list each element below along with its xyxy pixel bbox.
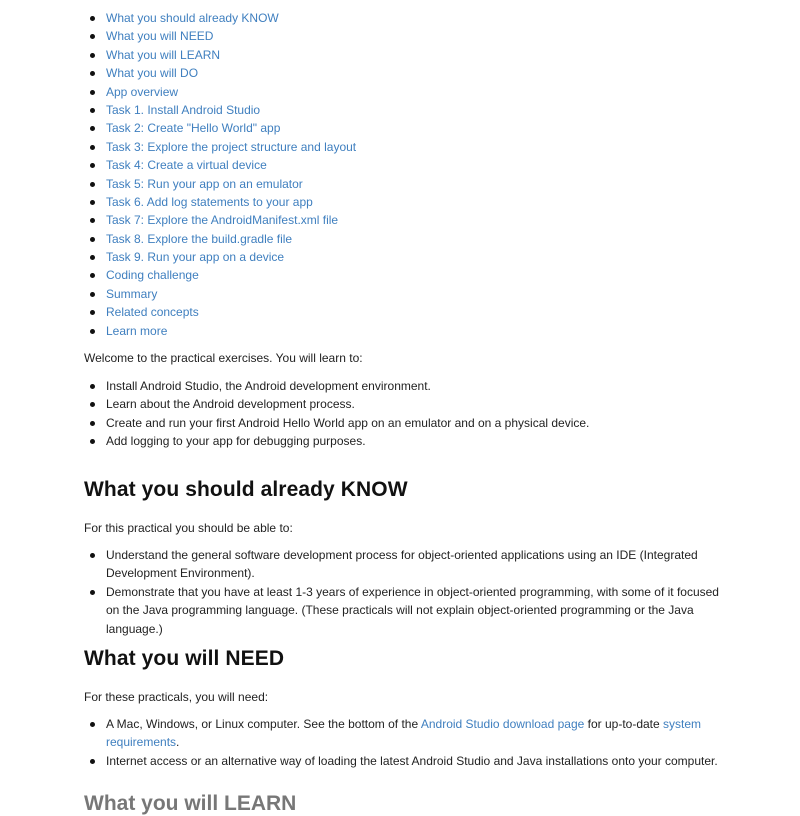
bullet-icon xyxy=(90,759,95,764)
know-heading: What you should already KNOW xyxy=(84,478,408,501)
learn-heading: What you will LEARN xyxy=(84,792,297,815)
toc-link[interactable]: Learn more xyxy=(106,323,168,338)
bullet-icon xyxy=(90,402,95,407)
list-item-text: Understand the general software development process for object-oriented applications using an IDE (Integrated Development Environment). xyxy=(106,548,698,581)
bullet-icon xyxy=(90,237,95,242)
list-item xyxy=(84,432,724,450)
list-item-text: Install Android Studio, the Android development environment. xyxy=(106,379,431,393)
toc-link[interactable]: What you will LEARN xyxy=(106,47,221,62)
toc-item[interactable] xyxy=(84,193,356,211)
toc-item[interactable] xyxy=(84,266,356,284)
list-item-text: . xyxy=(176,735,180,750)
bullet-icon xyxy=(90,90,95,95)
bullet-icon xyxy=(90,384,95,389)
bullet-icon xyxy=(90,553,95,558)
bullet-icon xyxy=(90,182,95,187)
toc-item[interactable] xyxy=(84,101,356,119)
toc-item[interactable] xyxy=(84,27,356,45)
toc-item[interactable] xyxy=(84,322,356,340)
need-list xyxy=(84,715,724,770)
list-item xyxy=(84,583,724,638)
list-item-text: for up-to-date xyxy=(584,717,664,731)
toc-item[interactable] xyxy=(84,230,356,248)
toc-link[interactable]: Task 9. Run your app on a device xyxy=(106,250,285,265)
bullet-icon xyxy=(90,200,95,205)
next-heading-cropped xyxy=(84,792,304,815)
toc-link[interactable]: Task 4: Create a virtual device xyxy=(106,158,267,173)
toc-item[interactable] xyxy=(84,303,356,321)
list-item-text: A Mac, Windows, or Linux computer. See the bottom of the xyxy=(106,717,421,731)
android-studio-download-link[interactable]: Android Studio download page xyxy=(420,717,585,731)
toc-item[interactable] xyxy=(84,119,356,137)
toc-link[interactable]: Task 1. Install Android Studio xyxy=(106,102,261,117)
list-item xyxy=(84,377,724,395)
list-item-text: Internet access or an alternative way of loading the latest Android Studio and Java installations onto your computer. xyxy=(106,753,718,768)
system-requirements-link[interactable]: system requirements xyxy=(106,717,702,750)
bullet-icon xyxy=(90,292,95,297)
toc-item[interactable] xyxy=(84,46,356,64)
bullet-icon xyxy=(90,255,95,260)
bullet-icon xyxy=(90,16,95,21)
toc-link[interactable]: Coding challenge xyxy=(106,268,199,283)
toc-link[interactable]: Task 8. Explore the build.gradle file xyxy=(106,231,293,246)
bullet-icon xyxy=(90,218,95,223)
bullet-icon xyxy=(90,590,95,595)
list-item-text: Learn about the Android development process. xyxy=(106,397,355,412)
list-item xyxy=(84,414,724,432)
bullet-icon xyxy=(90,71,95,76)
list-item-text: Create and run your first Android Hello World app on an emulator and on a physical device. xyxy=(106,415,590,430)
toc-link[interactable]: Task 2: Create "Hello World" app xyxy=(106,121,281,136)
know-list xyxy=(84,546,724,638)
table-of-contents xyxy=(84,9,356,340)
bullet-icon xyxy=(90,163,95,168)
list-item xyxy=(84,715,724,752)
list-item xyxy=(84,546,724,583)
toc-link[interactable]: Summary xyxy=(106,286,158,301)
toc-item[interactable] xyxy=(84,285,356,303)
toc-item[interactable] xyxy=(84,248,356,266)
toc-item[interactable] xyxy=(84,83,356,101)
list-item-text: Demonstrate that you have at least 1-3 years of experience in object-oriented programming, with some of it focused on the Java programming language. (These practicals will not explain object-oriented programming or the Java language.) xyxy=(106,584,719,636)
bullet-icon xyxy=(90,329,95,334)
bullet-icon xyxy=(90,439,95,444)
toc-link[interactable]: App overview xyxy=(106,84,179,99)
bullet-icon xyxy=(90,34,95,39)
toc-link[interactable]: Task 3: Explore the project structure and layout xyxy=(106,139,357,154)
toc-link[interactable]: What you will DO xyxy=(106,66,199,81)
bullet-icon xyxy=(90,273,95,278)
toc-link[interactable]: Task 6. Add log statements to your app xyxy=(106,194,313,209)
list-item xyxy=(84,395,724,413)
toc-item[interactable] xyxy=(84,9,356,27)
toc-item[interactable] xyxy=(84,211,356,229)
need-heading: What you will NEED xyxy=(84,647,285,670)
toc-item[interactable] xyxy=(84,64,356,82)
toc-link[interactable]: What you will NEED xyxy=(106,29,214,44)
bullet-icon xyxy=(90,722,95,727)
list-item-text: Add logging to your app for debugging purposes. xyxy=(106,434,366,449)
bullet-icon xyxy=(90,126,95,131)
bullet-icon xyxy=(90,310,95,315)
toc-link[interactable]: Task 5: Run your app on an emulator xyxy=(106,176,303,191)
bullet-icon xyxy=(90,53,95,58)
know-intro: For this practical you should be able to: xyxy=(84,521,293,535)
need-intro: For these practicals, you will need: xyxy=(84,690,269,704)
intro-paragraph: Welcome to the practical exercises. You will learn to: xyxy=(84,351,363,365)
toc-item[interactable] xyxy=(84,175,356,193)
toc-link[interactable]: Related concepts xyxy=(106,305,199,320)
bullet-icon xyxy=(90,421,95,426)
list-item xyxy=(84,752,724,770)
learn-list xyxy=(84,377,724,451)
toc-link[interactable]: What you should already KNOW xyxy=(106,11,279,25)
bullet-icon xyxy=(90,145,95,150)
toc-link[interactable]: Task 7: Explore the AndroidManifest.xml file xyxy=(106,213,339,228)
bullet-icon xyxy=(90,108,95,113)
toc-item[interactable] xyxy=(84,138,356,156)
toc-item[interactable] xyxy=(84,156,356,174)
